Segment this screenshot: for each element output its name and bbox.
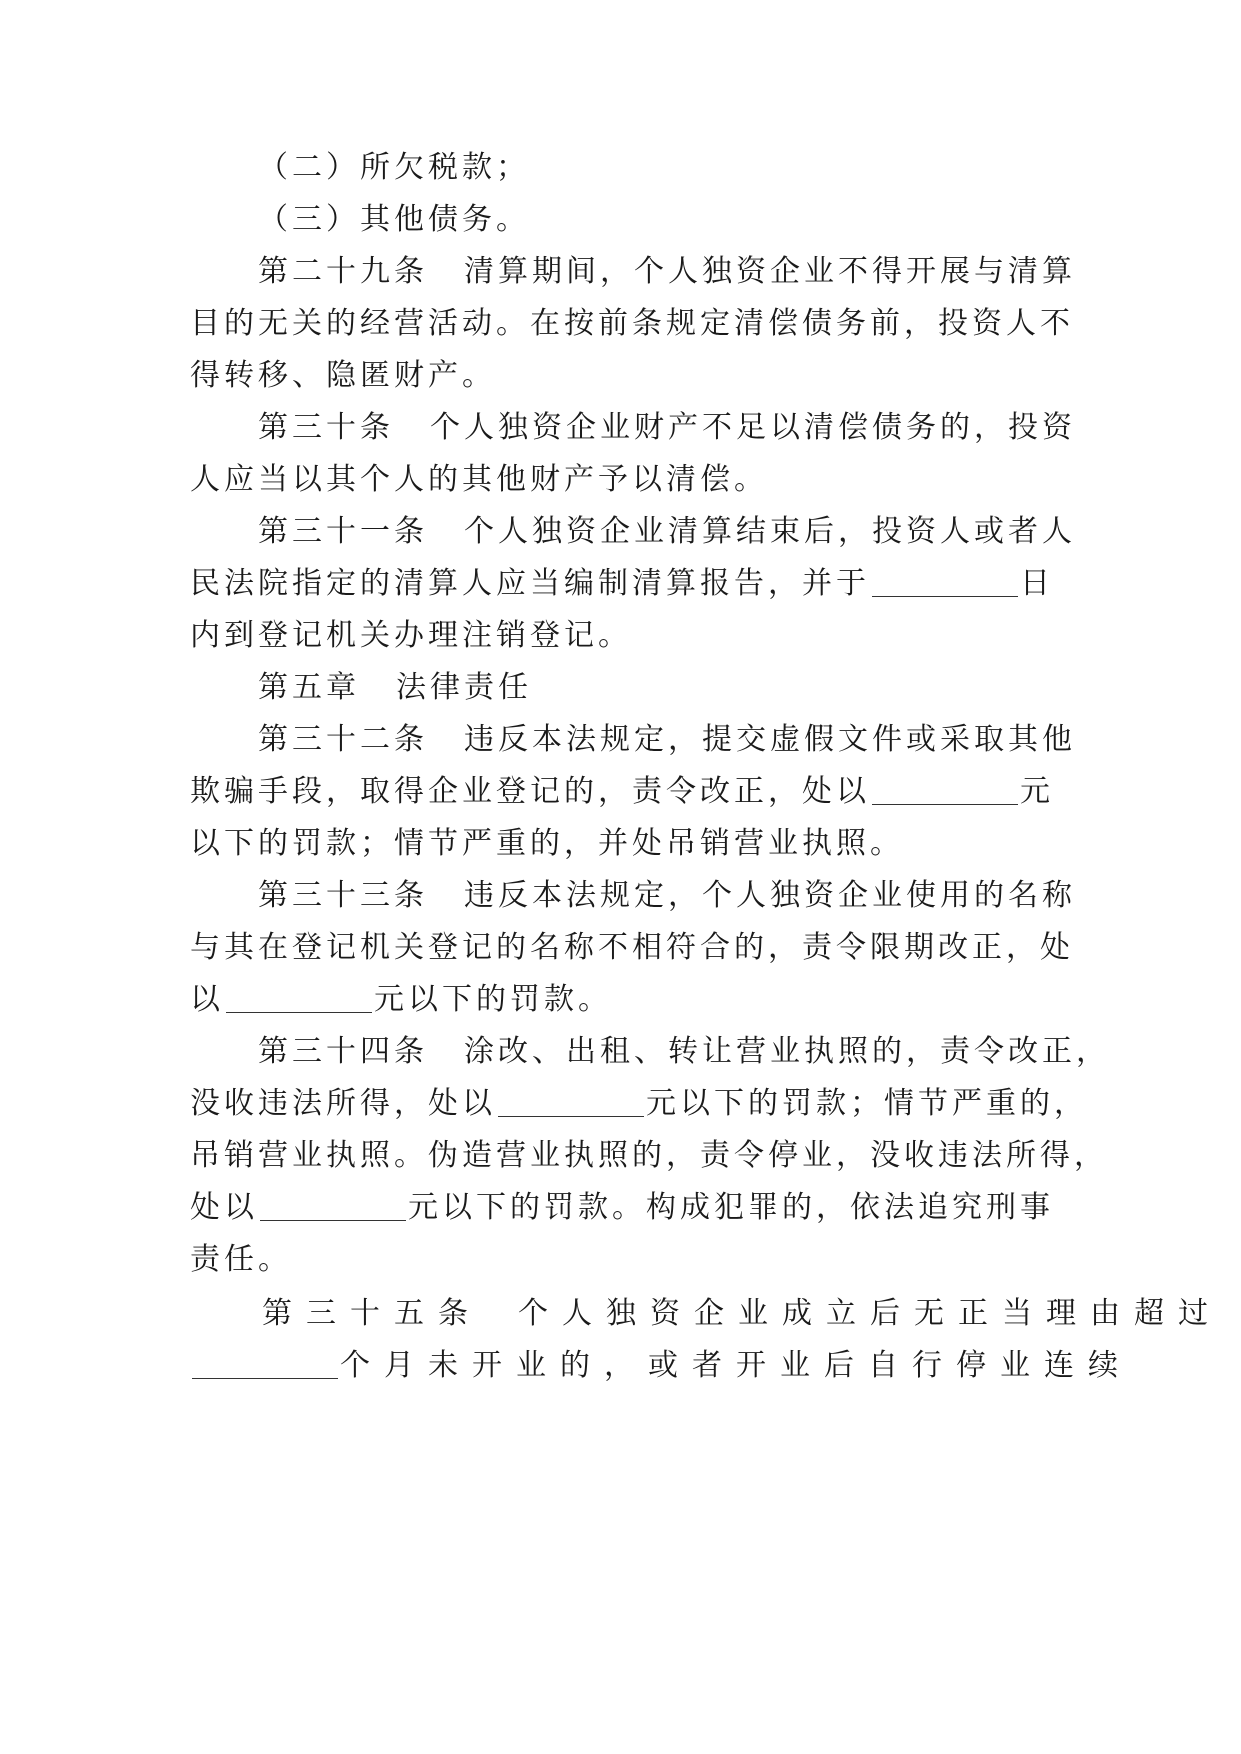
article-text: 没收违法所得，处以 [190, 1086, 496, 1121]
article-number: 第三十一条 [258, 514, 428, 549]
fill-in-blank[interactable] [226, 982, 372, 1013]
article-text: 涂改、出租、转让营业执照的，责令改正， [464, 1034, 1110, 1069]
chapter-number: 第五章 [258, 670, 360, 705]
article-text: 目的无关的经营活动。在按前条规定清偿债务前，投资人不 [190, 306, 1074, 341]
article-33-line-1 [258, 876, 1076, 916]
article-number: 第三十五条 [262, 1296, 482, 1331]
article-text: 个人独资企业成立后无正当理由超过 [518, 1296, 1222, 1331]
fill-in-blank[interactable] [872, 774, 1018, 805]
article-text: 个人独资企业财产不足以清偿债务的，投资 [430, 410, 1076, 445]
article-30-line-2 [190, 460, 768, 500]
article-number: 第三十条 [258, 410, 394, 445]
article-32-line-2 [190, 772, 1054, 812]
chapter-5-heading [258, 668, 532, 708]
article-34-line-5 [190, 1240, 292, 1280]
article-text: 元以下的罚款。 [374, 982, 612, 1017]
article-33-line-3 [190, 980, 612, 1020]
article-text: 欺骗手段，取得企业登记的，责令改正，处以 [190, 774, 870, 809]
fill-in-blank[interactable] [192, 1348, 338, 1379]
article-text: 元以下的罚款。构成犯罪的，依法追究刑事 [408, 1190, 1054, 1225]
article-29-line-2 [190, 304, 1074, 344]
article-text: 清算期间，个人独资企业不得开展与清算 [464, 254, 1076, 289]
fill-in-blank[interactable] [260, 1190, 406, 1221]
article-text: 内到登记机关办理注销登记。 [190, 618, 632, 653]
article-34-line-2 [190, 1084, 1088, 1124]
article-text: 违反本法规定，个人独资企业使用的名称 [464, 878, 1076, 913]
fill-in-blank[interactable] [498, 1086, 644, 1117]
article-29-line-1 [258, 252, 1076, 292]
article-text: 元 [1020, 774, 1054, 809]
article-34-line-1 [258, 1032, 1110, 1072]
clause-text: （三）其他债务。 [258, 202, 530, 237]
article-number: 第二十九条 [258, 254, 428, 289]
article-33-line-2 [190, 928, 1074, 968]
article-31-line-3 [190, 616, 632, 656]
article-34-line-3 [190, 1136, 1108, 1176]
article-text: 民法院指定的清算人应当编制清算报告，并于 [190, 566, 870, 601]
article-number: 第三十四条 [258, 1034, 428, 1069]
article-34-line-4 [190, 1188, 1054, 1228]
article-30-line-1 [258, 408, 1076, 448]
article-text: 处以 [190, 1190, 258, 1225]
article-number: 第三十三条 [258, 878, 428, 913]
article-text: 吊销营业执照。伪造营业执照的，责令停业，没收违法所得， [190, 1138, 1108, 1173]
fill-in-blank[interactable] [872, 566, 1018, 597]
clause-item-2 [258, 148, 530, 188]
article-text: 日 [1020, 566, 1054, 601]
article-31-line-2 [190, 564, 1054, 604]
article-29-line-3 [190, 356, 496, 396]
article-text: 以 [190, 982, 224, 1017]
clause-item-3 [258, 200, 530, 240]
article-text: 得转移、隐匿财产。 [190, 358, 496, 393]
article-35-line-1 [262, 1294, 1222, 1334]
article-text: 个月未开业的，或者开业后自行停业连续 [340, 1348, 1132, 1383]
article-text: 元以下的罚款；情节严重的， [646, 1086, 1088, 1121]
article-text: 人应当以其个人的其他财产予以清偿。 [190, 462, 768, 497]
article-text: 违反本法规定，提交虚假文件或采取其他 [464, 722, 1076, 757]
clause-text: （二）所欠税款； [258, 150, 530, 185]
chapter-title: 法律责任 [396, 670, 532, 705]
article-31-line-1 [258, 512, 1076, 552]
article-32-line-3 [190, 824, 904, 864]
article-text: 以下的罚款；情节严重的，并处吊销营业执照。 [190, 826, 904, 861]
article-text: 与其在登记机关登记的名称不相符合的，责令限期改正，处 [190, 930, 1074, 965]
article-35-line-2 [190, 1346, 1132, 1386]
article-32-line-1 [258, 720, 1076, 760]
article-text: 个人独资企业清算结束后，投资人或者人 [464, 514, 1076, 549]
article-number: 第三十二条 [258, 722, 428, 757]
article-text: 责任。 [190, 1242, 292, 1277]
